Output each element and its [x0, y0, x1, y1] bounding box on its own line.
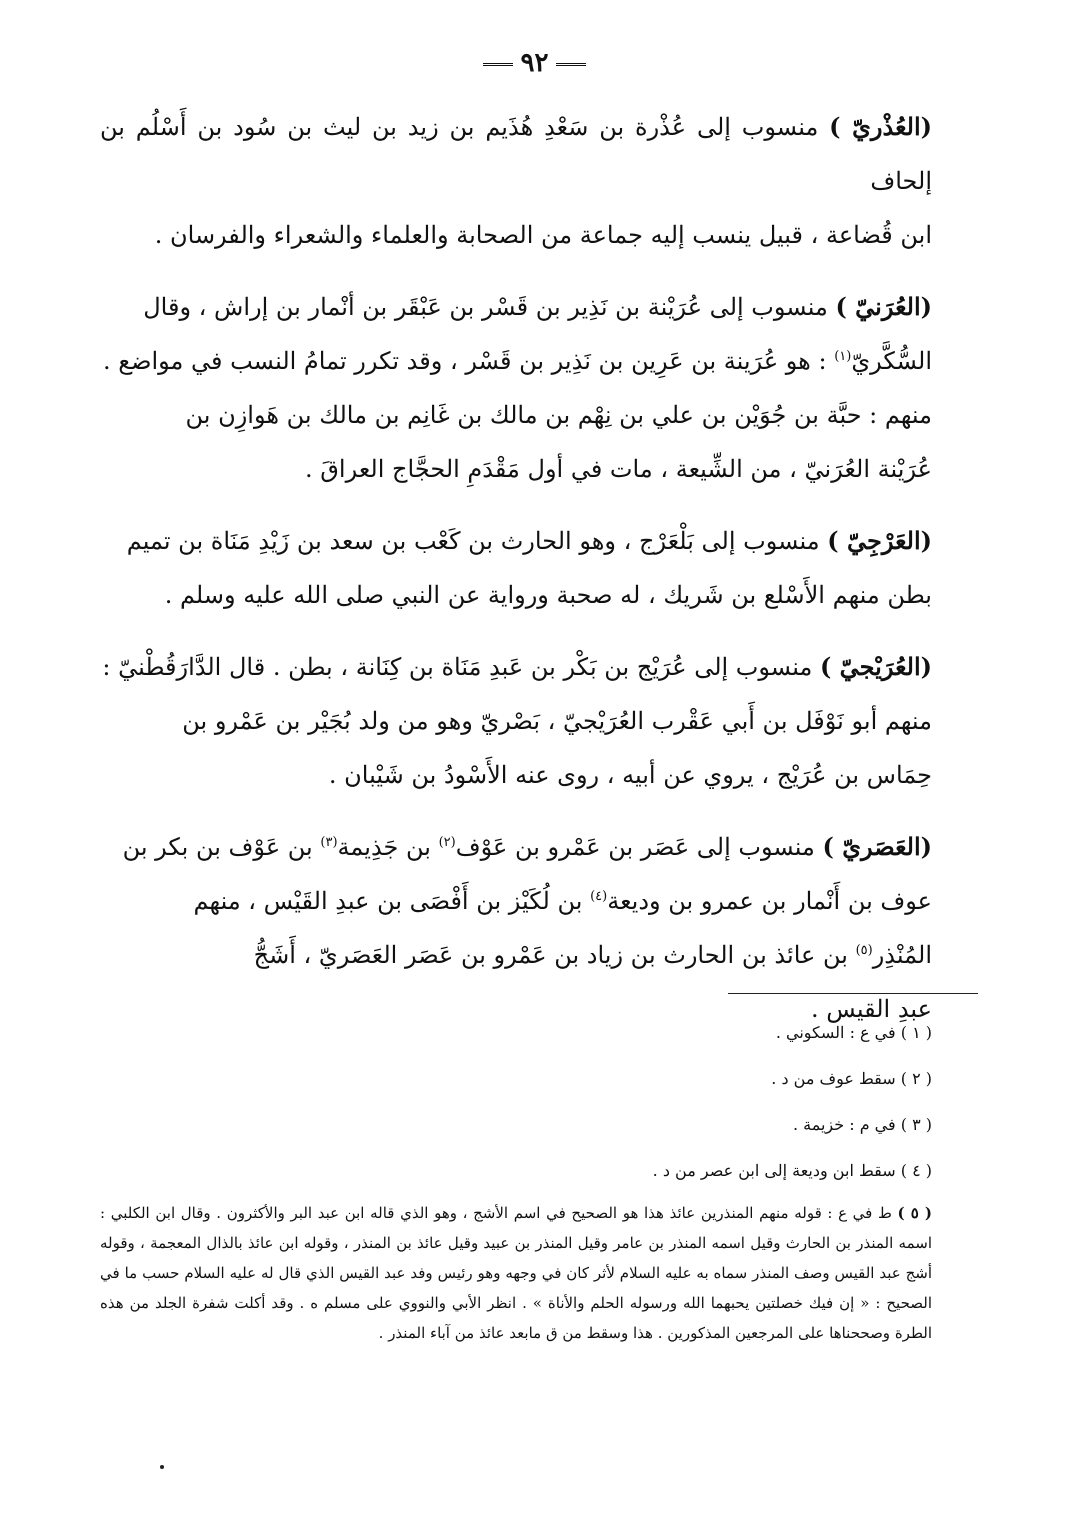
entry-line [100, 568, 932, 622]
entry-line [100, 208, 932, 262]
entry-text: بن عائذ بن الحارث بن زياد بن عَمْرو بن عَصَر العَصَريّ ، أَشَجُّ [253, 941, 848, 969]
entry-text: السُّكَّريّ [851, 347, 932, 375]
entry-text: ابن قُضاعة ، قبيل ينسب إليه جماعة من الصحابة والعلماء والشعراء والفرسان . [154, 221, 932, 249]
footnote-item: ( ٣ ) في م : خزيمة . [792, 1115, 932, 1134]
entries-body [100, 100, 932, 1054]
entry-line [100, 694, 932, 748]
entry-text: عوف بن أَنْمار بن عمرو بن وديعة [607, 887, 932, 915]
entry-text: منسوب إلى عُذْرة بن سَعْدِ هُذَيم بن زيد بن ليث بن سُود بن أَسْلُم بن إلحاف [100, 113, 932, 195]
entry-text: : هو عُرَينة بن عَرِين بن نَذِير بن قَسْر ، وقد تكرر تمامُ النسب في مواضع . [103, 347, 827, 375]
entry-line [100, 820, 932, 874]
footnote-ref: (٤) [590, 889, 608, 904]
entry-asari [100, 820, 932, 1036]
entry-heading: (العَرْجِيّ ) [827, 526, 932, 555]
entry-text: منسوب إلى عُرَيْج بن بَكْر بن عَبدِ مَنَاة بن كِنَانة ، بطن . قال الدَّارَقُطْنيّ : [102, 653, 813, 681]
footnote-number: ( ٥ ) [897, 1204, 932, 1222]
entry-text: حِمَاس بن عُرَيْج ، يروي عن أبيه ، روى عنه الأَسْودُ بن شَيْبان . [328, 761, 932, 789]
entry-line [100, 640, 932, 694]
entry-text: بن جَذِيمة [337, 833, 431, 861]
entry-text: بطن منهم الأَسْلع بن شَريك ، له صحبة ورواية عن النبي صلى الله عليه وسلم . [164, 581, 932, 609]
footnote-ref: (١) [834, 349, 852, 364]
footnote-text: ط في ع : قوله منهم المنذرين عائذ هذا هو الصحيح في اسم الأشج ، وهو الذي قاله ابن عبد البر والأكثرون . وقال ابن الكلبي : اسمه المنذر بن الحارث وقيل اسمه المنذر بن عامر وقيل المنذر بن عبيد وقيل عائذ بن المنذر ، وقوله ابن عائذ بالذال المعجمة ، وقوله أشج عبد القيس وصف المنذر سماه به عليه السلام لأثر كان في وجهه وهو رئيس وفد عبد القيس الذي قال له عليه السلام حسب ما في الصحيح : « إن فيك خصلتين يحبهما الله ورسوله الحلم والأناة » . انظر الأبي والنووي على مسلم ه . وقد أكلت شفرة الجلد من هذه الطرة وصححناها على المرجعين المذكورين . هذا وسقط من ق مابعد عائذ من آباء المنذر . [100, 1204, 932, 1342]
footnote-item: ( ٢ ) سقط عوف من د . [771, 1069, 932, 1088]
entry-text: المُنْذِر [872, 941, 932, 969]
entry-line [100, 388, 932, 442]
entry-text: منسوب إلى عَصَر بن عَمْرو بن عَوْف [455, 833, 815, 861]
page-number [0, 48, 1069, 78]
footnote-ref: (٢) [438, 835, 456, 850]
entry-line [100, 928, 932, 982]
entry-text: منسوب إلى عُرَيْنة بن نَذِير بن قَسْر بن عَبْقَر بن أنْمار بن إراش ، وقال [143, 293, 828, 321]
entry-text: منهم أبو نَوْفَل بن أَبي عَقْرب العُرَيْجيّ ، بَصْريّ وهو من ولد بُجَيْر بن عَمْرو بن [182, 707, 932, 735]
page-number-dash-left [483, 63, 513, 66]
entry-heading: (العُرَنيّ ) [835, 292, 932, 321]
entry-line [100, 514, 932, 568]
footnote-separator [728, 993, 978, 994]
entry-heading: (العُرَيْجيّ ) [819, 652, 932, 681]
entry-text: عبدِ القيس . [810, 995, 932, 1023]
stray-mark [160, 1465, 164, 1469]
entry-arji [100, 514, 932, 622]
page-number-dash-right [556, 63, 586, 66]
entry-udhri [100, 100, 932, 262]
entry-text: منسوب إلى بَلْعَرْج ، وهو الحارث بن كَعْب بن سعد بن زَيْدِ مَنَاة بن تميم [126, 527, 820, 555]
entry-line [100, 100, 932, 208]
entry-text: عُرَيْنة العُرَنيّ ، من الشِّيعة ، مات في أول مَقْدَمِ الحجَّاج العراقَ . [305, 455, 932, 483]
entry-heading: (العَصَريّ ) [822, 832, 932, 861]
entry-text: بن لُكَيْز بن أَفْصَى بن عبدِ القَيْس ، منهم [193, 887, 583, 915]
entry-text: منهم : حبَّة بن جُوَيْن بن علي بن نِهْم بن مالك بن غَانِم بن مالك بن هَوازِن بن [185, 401, 932, 429]
footnote-item: ( ٤ ) سقط ابن وديعة إلى ابن عصر من د . [652, 1161, 932, 1180]
entry-line [100, 334, 932, 388]
entry-line [100, 442, 932, 496]
entry-line [100, 874, 932, 928]
entry-line [100, 280, 932, 334]
entry-urayji [100, 640, 932, 802]
entry-text: بن عَوْف بن بكر بن [122, 833, 313, 861]
entry-urani [100, 280, 932, 496]
footnote-item-long [100, 1198, 932, 1348]
page-number-text: ٩٢ [520, 48, 549, 78]
footnotes [100, 1010, 932, 1348]
footnote-ref: (٣) [320, 835, 338, 850]
entry-line [100, 748, 932, 802]
footnote-ref: (٥) [855, 943, 873, 958]
footnote-item: ( ١ ) في ع : السكوني . [775, 1023, 932, 1042]
entry-heading: (العُذْريّ ) [829, 112, 932, 141]
